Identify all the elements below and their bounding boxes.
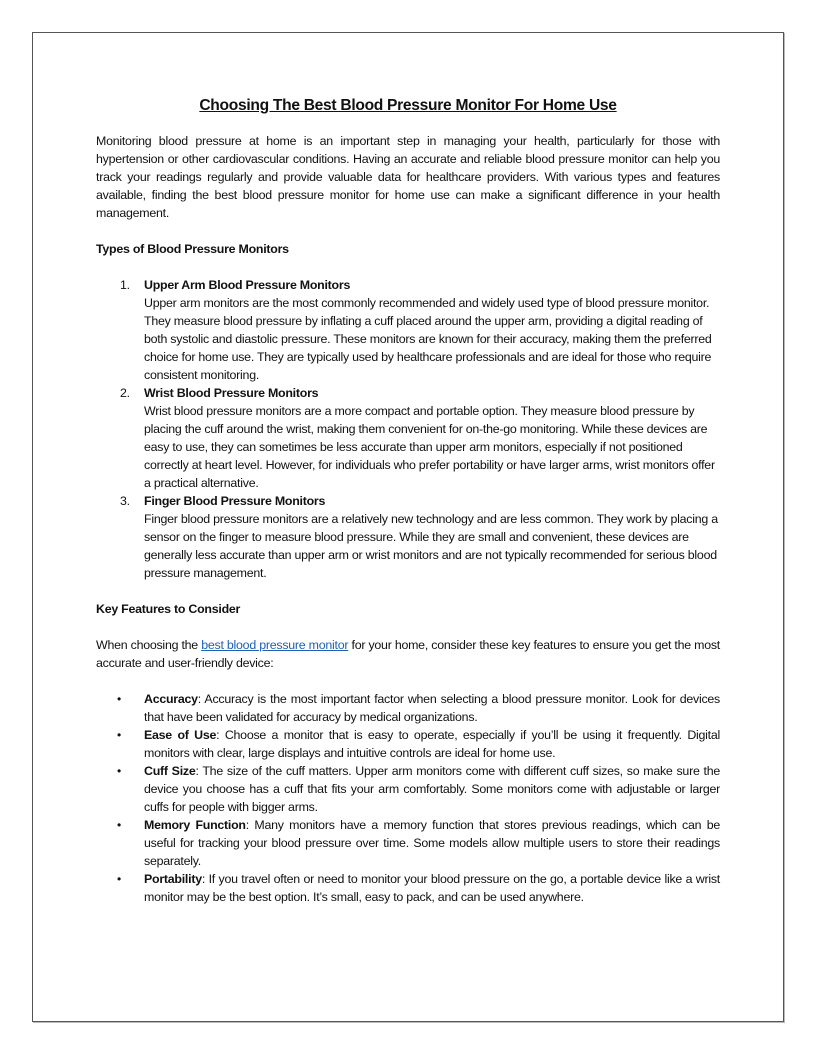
feature-description: : Many monitors have a memory function that stores previous readings, which can be useful for tracking your blood pressure over time. Some models allow multiple users to store their readings separately. (144, 818, 721, 868)
list-item (96, 726, 720, 762)
type-title: Finger Blood Pressure Monitors (144, 494, 326, 508)
bullet-icon: • (117, 818, 121, 832)
bullet-icon: • (117, 692, 121, 706)
intro-paragraph: Monitoring blood pressure at home is an important step in managing your health, particularly for those with hypertension or other cardiovascular conditions. Having an accurate and reliable blood pressure monitor can help you track your readings regularly and provide valuable data for healthcare providers. With various types and features available, finding the best blood pressure monitor for home use can make a significant difference in your health management. (96, 134, 720, 220)
feature-title: Cuff Size (144, 764, 196, 778)
list-number: 2. (120, 386, 130, 400)
list-item (96, 870, 720, 906)
bullet-icon: • (117, 728, 121, 742)
bullet-icon: • (117, 764, 121, 778)
list-number: 1. (120, 278, 130, 292)
feature-description: : Accuracy is the most important factor when selecting a blood pressure monitor. Look for devices that have been validated for accuracy by medical organizations. (144, 692, 720, 724)
list-item (96, 690, 720, 726)
type-description: Upper arm monitors are the most commonly recommended and widely used type of blood pressure monitor. They measure blood pressure by inflating a cuff placed around the upper arm, providing a digital reading of both systolic and diastolic pressure. These monitors are known for their accuracy, making them the preferred choice for home use. They are typically used by healthcare professionals and are ideal for those who require consistent monitoring. (144, 296, 712, 382)
feature-title: Portability (144, 872, 202, 886)
feature-description: : The size of the cuff matters. Upper arm monitors come with different cuff sizes, so make sure the device you choose has a cuff that fits your arm comfortably. Some monitors come with adjustable or larger cuffs for people with bigger arms. (144, 764, 720, 814)
features-list (96, 690, 720, 906)
types-list (96, 276, 720, 582)
list-item (96, 384, 720, 492)
type-title: Wrist Blood Pressure Monitors (144, 386, 319, 400)
list-item (96, 816, 720, 870)
feature-title: Ease of Use (144, 728, 217, 742)
feature-description: : If you travel often or need to monitor your blood pressure on the go, a portable device like a wrist monitor may be the best option. It’s small, easy to pack, and can be used anywhere. (144, 872, 720, 904)
list-item (96, 276, 720, 384)
features-heading: Key Features to Consider (96, 602, 241, 616)
type-title: Upper Arm Blood Pressure Monitors (144, 278, 351, 292)
type-description: Wrist blood pressure monitors are a more compact and portable option. They measure blood pressure by placing the cuff around the wrist, making them convenient for on-the-go monitoring. While these devices are easy to use, they can sometimes be less accurate than upper arm monitors, especially if not positioned correctly at heart level. However, for individuals who prefer portability or have larger arms, wrist monitors offer a practical alternative. (144, 404, 715, 490)
features-intro-after: for your home, consider these key features to ensure you get the most accurate and user-friendly device: (96, 638, 720, 670)
document-title: Choosing The Best Blood Pressure Monitor For Home Use (199, 97, 617, 114)
list-number: 3. (120, 494, 130, 508)
document-body (96, 96, 720, 906)
list-item (96, 492, 720, 582)
list-item (96, 762, 720, 816)
features-intro (96, 636, 720, 672)
features-intro-before: When choosing the (96, 638, 202, 652)
feature-title: Accuracy (144, 692, 198, 706)
best-monitor-link[interactable]: best blood pressure monitor (201, 638, 349, 652)
feature-title: Memory Function (144, 818, 246, 832)
types-heading: Types of Blood Pressure Monitors (96, 242, 289, 256)
type-description: Finger blood pressure monitors are a relatively new technology and are less common. They work by placing a sensor on the finger to measure blood pressure. While they are small and convenient, these devices are generally less accurate than upper arm or wrist monitors and are not typically recommended for serious blood pressure management. (144, 512, 718, 580)
bullet-icon: • (117, 872, 121, 886)
feature-description: : Choose a monitor that is easy to operate, especially if you’ll be using it frequently. Digital monitors with clear, large displays and intuitive controls are ideal for home use. (144, 728, 721, 760)
